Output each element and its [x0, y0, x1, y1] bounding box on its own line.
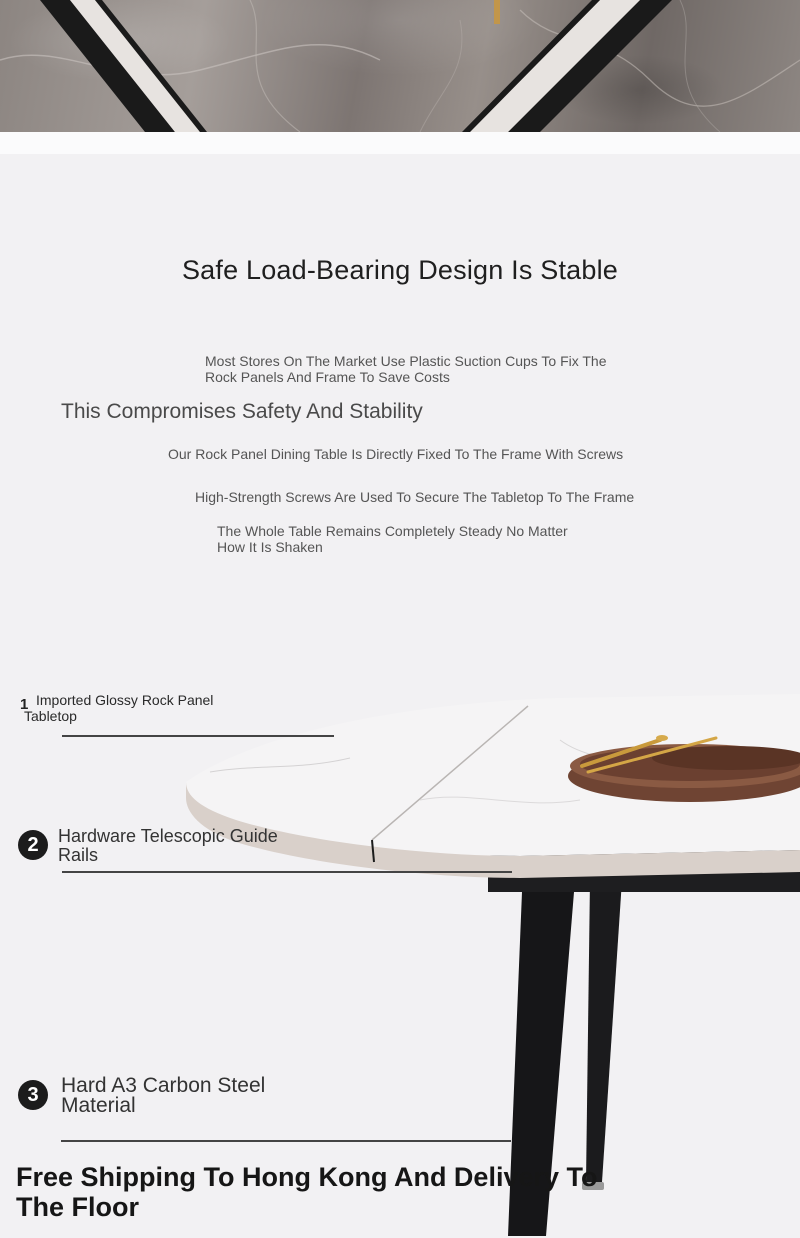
- feature-1-number: 1: [20, 696, 29, 713]
- separator-band: [0, 132, 800, 154]
- description-paragraph-1: Most Stores On The Market Use Plastic Suction Cups To Fix The Rock Panels And Frame To Save Costs: [205, 353, 607, 385]
- description-paragraph-5: The Whole Table Remains Completely Steady No Matter How It Is Shaken: [217, 523, 568, 555]
- feature-3-pointer-line: [61, 1140, 511, 1142]
- feature-1-pointer-line: [62, 735, 334, 737]
- feature-2-number: 2: [18, 830, 48, 860]
- feature-3-number: 3: [18, 1080, 48, 1110]
- description-subheading: This Compromises Safety And Stability: [61, 400, 423, 423]
- marble-floor-photo: [0, 0, 800, 132]
- feature-2-pointer-line: [62, 871, 512, 873]
- description-paragraph-3: Our Rock Panel Dining Table Is Directly Fixed To The Frame With Screws: [168, 446, 624, 462]
- feature-1-label: Imported Glossy Rock Panel Tabletop: [24, 692, 214, 724]
- dining-table-illustration: [0, 680, 800, 1238]
- description-paragraph-4: High-Strength Screws Are Used To Secure The Tabletop To The Frame: [195, 489, 635, 505]
- feature-2-label: Hardware Telescopic Guide Rails: [58, 826, 278, 865]
- feature-3-label: Hard A3 Carbon Steel Material: [61, 1074, 266, 1117]
- table-leg-back: [586, 880, 622, 1182]
- shipping-banner: Free Shipping To Hong Kong And Delivery To The Floor: [16, 1162, 598, 1222]
- marble-floor-graphic: [0, 0, 800, 132]
- page-title: Safe Load-Bearing Design Is Stable: [181, 255, 619, 285]
